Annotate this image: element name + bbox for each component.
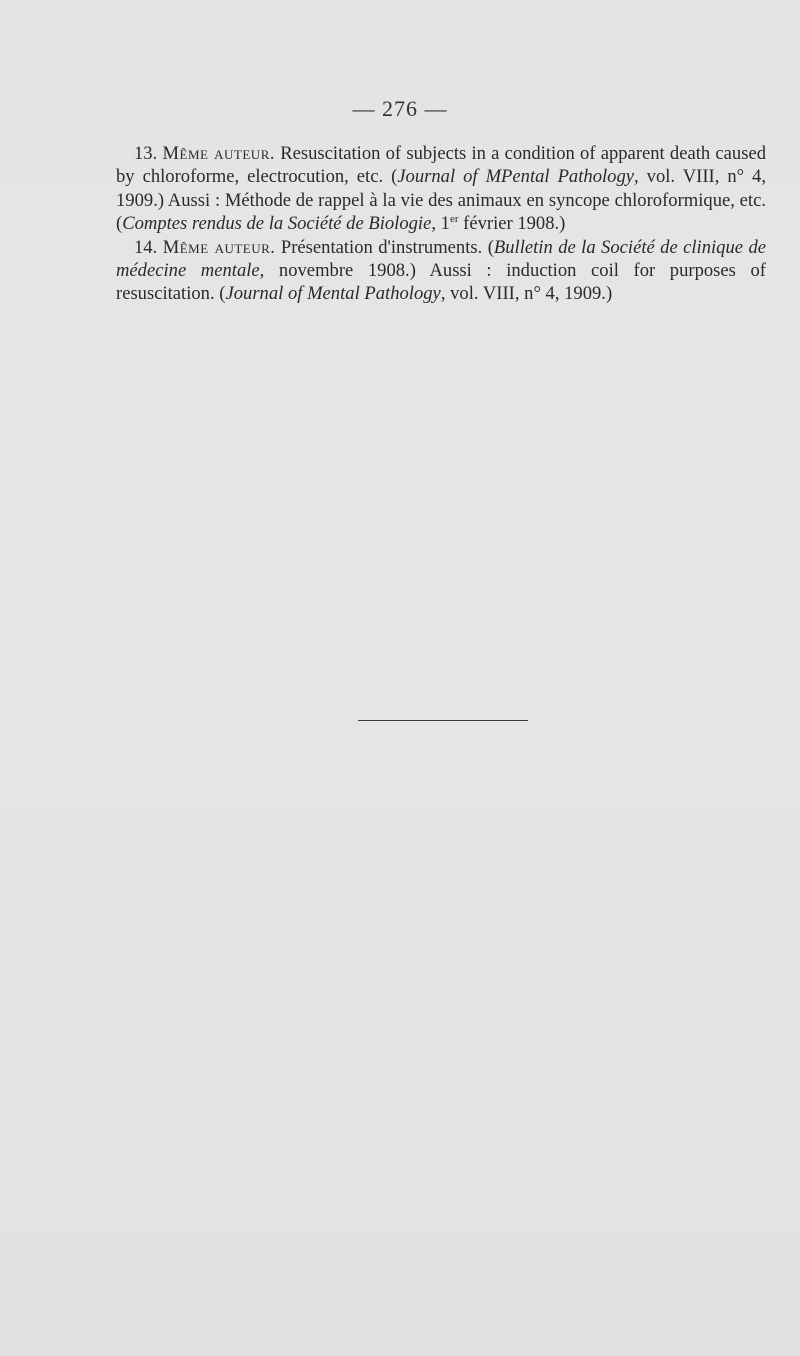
entry-number: 13. xyxy=(134,143,158,164)
journal-title: Comptes rendus de la Société de Biologie xyxy=(122,213,432,235)
superscript: er xyxy=(449,213,459,226)
bibliography-list xyxy=(116,142,766,306)
journal-title: Bulletin de la Société de clinique de médecine mentale xyxy=(116,236,766,282)
journal-title: Journal of MPental Pathology xyxy=(397,166,635,188)
entry-text: Resuscitation of subjects in a condition of apparent death caused by chloroforme, electrocution, etc. ( xyxy=(116,143,766,188)
end-rule xyxy=(358,720,528,721)
entry-author: Même auteur. xyxy=(162,236,276,258)
entry-text: , 1 xyxy=(431,213,450,235)
entry-text: , vol. VIII, n° 4, 1909.) xyxy=(440,283,613,305)
entry-text: février 1908.) xyxy=(458,213,566,235)
entry-number: 14. xyxy=(134,236,158,258)
entry-author: Même auteur. xyxy=(162,143,276,164)
entry-text: Présentation d'instruments. ( xyxy=(275,236,494,258)
entry-text: , vol. VIII, n° 4, 1909.) Aussi : Méthode de rappel à la vie des animaux en syncope chloroformique, etc. ( xyxy=(116,166,767,235)
entry-text: , novembre 1908.) Aussi : induction coil for purposes of resuscitation. ( xyxy=(116,260,766,305)
page-number: — 276 — xyxy=(352,96,448,121)
journal-title: Journal of Mental Pathology xyxy=(225,283,441,305)
bibliography-entry-13 xyxy=(116,142,766,236)
bibliography-entry-14 xyxy=(116,236,766,306)
